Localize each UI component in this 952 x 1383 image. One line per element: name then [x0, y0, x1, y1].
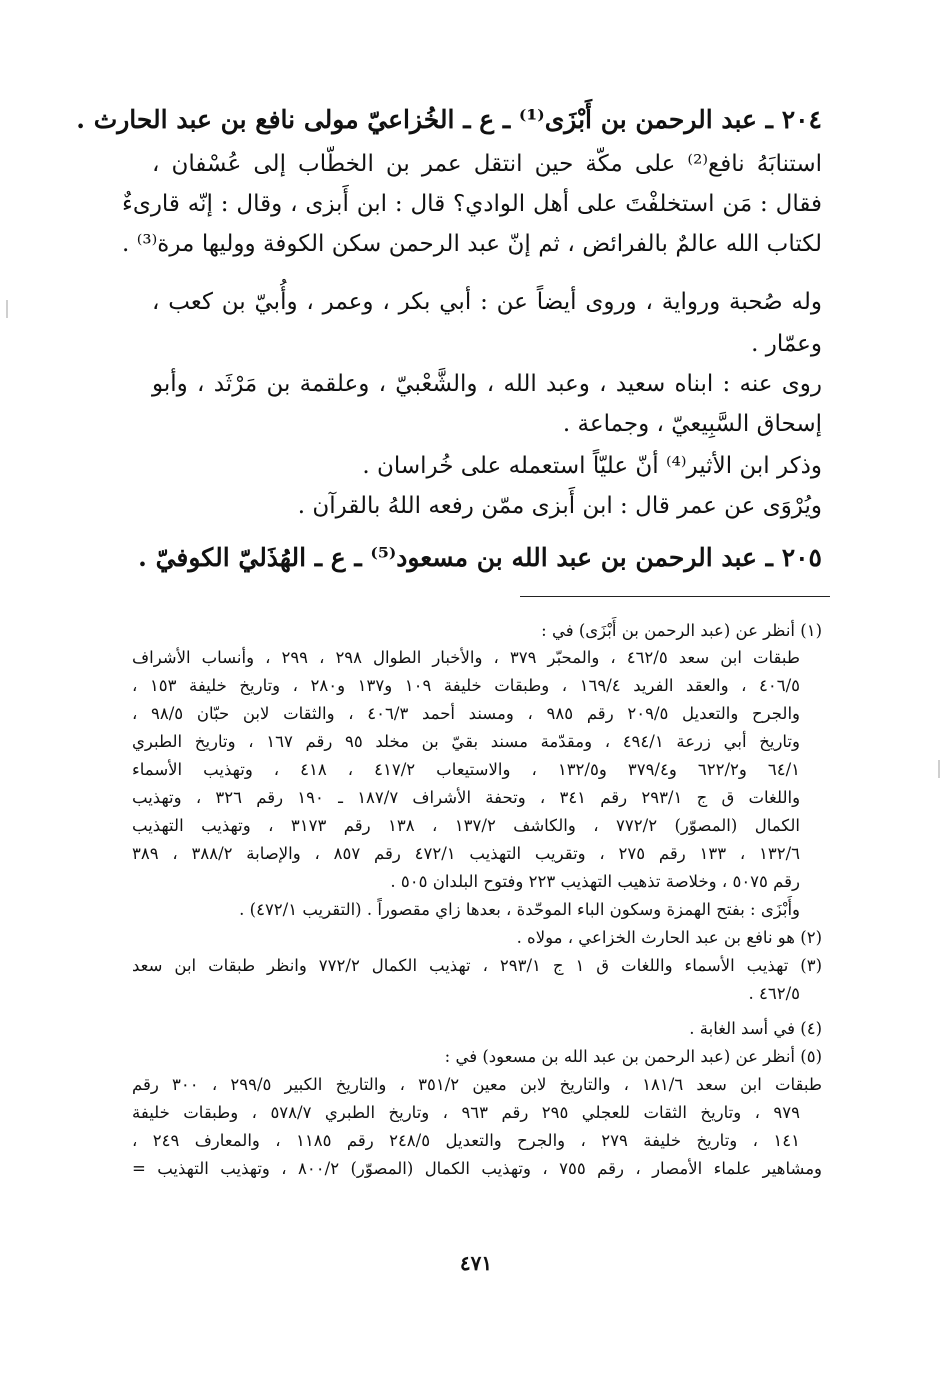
footnote-line: ١٤١ ، وتاريخ خليفة ٢٧٩ ، والجرح والتعديل ٢٤٨/٥ رقم ١١٨٥ ، والمعارف ٢٤٩ ، — [132, 1131, 800, 1150]
scan-edge-mark — [938, 760, 940, 778]
footnote-1-title: (١) أنظر عن (عبد الرحمن بن أَبْزَى) في : — [541, 621, 822, 640]
footnote-line: الكمال (المصوّر) ٧٧٢/٢ ، والكاشف ١٣٧/٢ ، ١٣٨ رقم ٣١٧٣ ، وتهذيب التهذيب — [132, 816, 801, 835]
main-text-line: وذكر ابن الأثير⁽⁴⁾ أنّ عليّاً استعمله على خُراسان . — [362, 453, 822, 479]
footnote-line: ٦٤/١ و٦٢٢/٢ و٣٧٩/٤ و١٣٢/٥ ، والاستيعاب ٤١٧/٢ ، ٤١٨ ، وتهذيب الأسماء — [132, 760, 801, 779]
footnote-note-abza: وأَبْزَى : بفتح الهمزة وسكون الباء الموحّدة ، بعدها زاي مقصوراً . (التقريب ٤٧٢/١) . — [239, 900, 800, 919]
footnote-line: رقم ٥٠٧٥ ، وخلاصة تذهيب التهذيب ٢٢٣ وفتوح البلدان ٥٠٥ . — [390, 872, 800, 891]
main-text-line: لكتاب الله عالمٌ بالفرائض ، ثم إنّ عبد الرحمن سكن الكوفة ووليها مرة⁽³⁾ . — [122, 231, 822, 257]
footnote-4: (٤) في أسد الغابة . — [689, 1019, 822, 1038]
scan-edge-mark — [6, 300, 8, 318]
footnote-5-title: (٥) أنظر عن (عبد الرحمن بن عبد الله بن مسعود) في : — [444, 1047, 822, 1066]
biography-heading-205: ٢٠٥ ـ عبد الرحمن بن عبد الله بن مسعود⁽⁵⁾ ـ ع ـ الهُذَليّ الكوفيّ . — [138, 543, 822, 572]
main-text-line: روى عنه : ابناه سعيد ، وعبد الله ، والشَّعْبيّ ، وعلقمة بن مَرْثَد ، وأبو — [152, 371, 822, 397]
footnote-line: طبقات ابن سعد ١٨١/٦ ، والتاريخ لابن معين ٣٥١/٢ ، والتاريخ الكبير ٢٩٩/٥ ، ٣٠٠ رقم — [132, 1075, 822, 1094]
main-text-line: إسحاق السَّبِيعيّ ، وجماعة . — [562, 411, 822, 437]
footnote-line: واللغات ق ج ٢٩٣/١ رقم ٣٤١ ، وتحفة الأشراف ١٨٧/٧ ـ ١٩٠ رقم ٣٢٦ ، وتهذيب — [132, 788, 801, 807]
main-text-line: فقال : مَن استخلفْتَ على أهل الوادي؟ قال : ابن أَبزى ، وقال : إنّه قارىءٌ — [122, 191, 822, 217]
footnote-2: (٢) هو نافع بن عبد الحارث الخزاعي ، مولاه . — [516, 928, 822, 947]
footnote-line: والجرح والتعديل ٢٠٩/٥ رقم ٩٨٥ ، ومسند أحمد ٤٠٦/٣ ، والثقات لابن حبّان ٩٨/٥ ، — [132, 704, 801, 723]
footnote-line: ٤٦٢/٥ . — [748, 984, 800, 1003]
main-text-line: استنابَهُ نافع⁽²⁾ على مكّة حين انتقل عمر بن الخطّاب إلى عُسْفان ، — [152, 151, 823, 177]
main-text-line: وعمّار . — [751, 331, 822, 357]
footnote-line: ٩٧٩ ، وتاريخ الثقات للعجلي ٢٩٥ رقم ٩٦٣ ، وتاريخ الطبري ٥٧٨/٧ ، وطبقات خليفة — [132, 1103, 800, 1122]
footnote-line: ومشاهير علماء الأمصار ، رقم ٧٥٥ ، وتهذيب الكمال (المصوّر) ٨٠٠/٢ ، وتهذيب التهذيب = — [132, 1159, 822, 1178]
footnote-line: ٤٠٦/٥ ، والعقد الفريد ١٦٩/٤ ، وطبقات خليفة ١٠٩ و١٣٧ و٢٨٠ ، وتاريخ خليفة ١٥٣ ، — [132, 676, 800, 695]
footnote-line: طبقات ابن سعد ٤٦٢/٥ ، والمحبّر ٣٧٩ ، والأخبار الطوال ٢٩٨ ، ٢٩٩ ، وأنساب الأشراف — [132, 648, 800, 667]
footnote-separator — [520, 596, 830, 597]
page-number: ٤٧١ — [459, 1251, 493, 1275]
footnote-line: ١٣٢/٦ ، ١٣٣ رقم ٢٧٥ ، وتقريب التهذيب ٤٧٢/١ رقم ٨٥٧ ، والإصابة ٣٨٨/٢ ، ٣٨٩ — [132, 844, 801, 863]
biography-heading-204: ٢٠٤ ـ عبد الرحمن بن أَبْزَى⁽¹⁾ ـ ع ـ الخُزاعيّ مولى نافع بن عبد الحارث . — [76, 105, 822, 134]
footnote-line: وتاريخ أبي زرعة ٤٩٤/١ ، ومقدّمة مسند بقيّ بن مخلد ٩٥ رقم ١٦٧ ، وتاريخ الطبري — [132, 732, 800, 751]
main-text-line: ويُرْوَى عن عمر قال : ابن أَبزى ممّن رفعه اللهُ بالقرآن . — [297, 493, 822, 519]
main-text-line: وله صُحبة ورواية ، وروى أيضاً عن : أبي بكر ، وعمر ، وأُبيّ بن كعب ، — [152, 289, 822, 315]
footnote-3: (٣) تهذيب الأسماء واللغات ق ١ ج ٢٩٣/١ ، تهذيب الكمال ٧٧٢/٢ وانظر طبقات ابن سعد — [132, 956, 822, 975]
